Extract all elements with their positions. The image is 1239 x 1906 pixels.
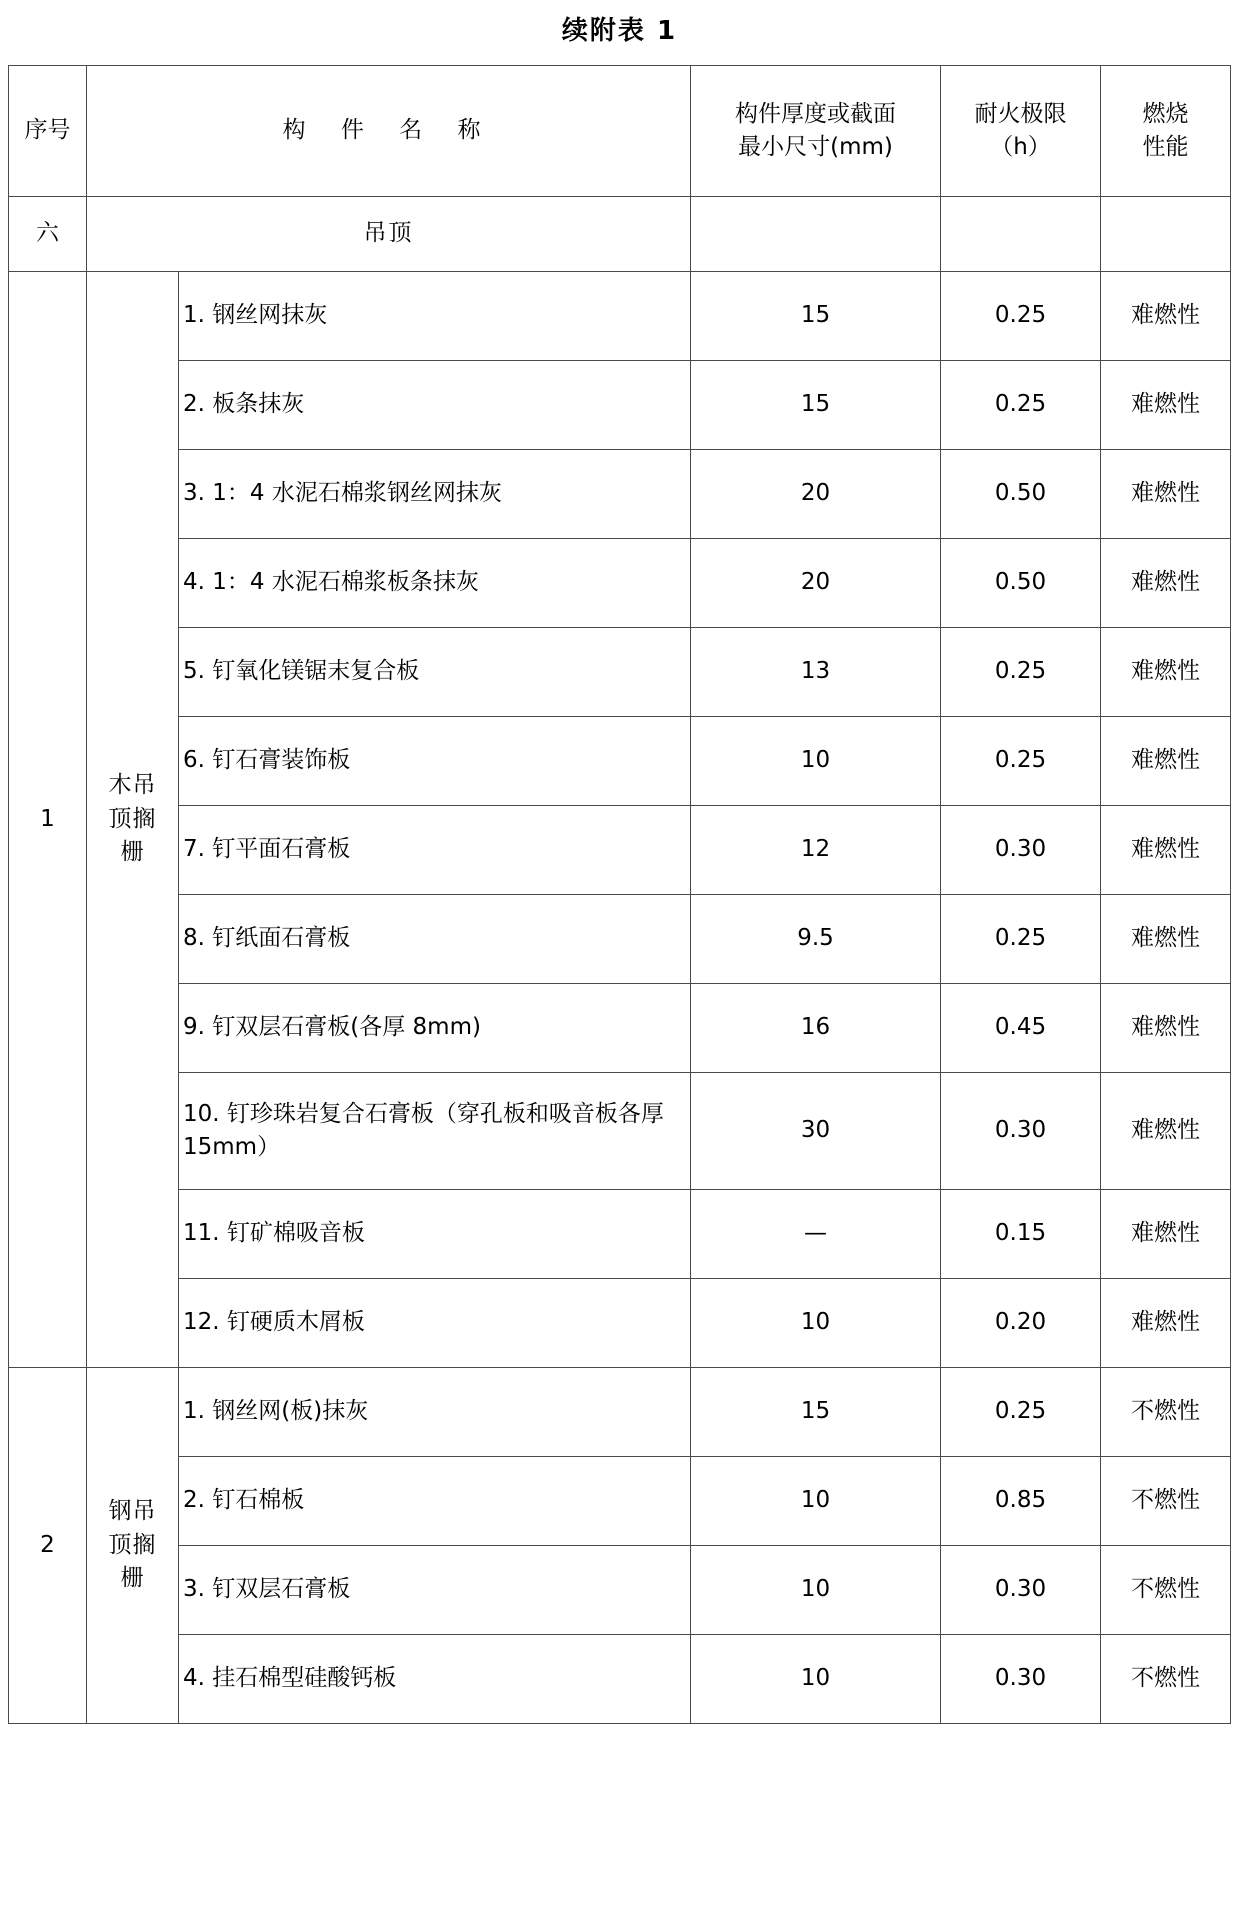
group-label: 钢吊 顶搁 栅 [87, 1368, 179, 1724]
row-thickness: 9.5 [691, 895, 941, 984]
row-name: 4. 1：4 水泥石棉浆板条抹灰 [179, 539, 691, 628]
row-thickness: 10 [691, 1279, 941, 1368]
row-burn: 难燃性 [1101, 1190, 1231, 1279]
header-fire-limit: 耐火极限 （h） [941, 66, 1101, 197]
row-name: 2. 钉石棉板 [179, 1457, 691, 1546]
row-limit: 0.50 [941, 450, 1101, 539]
group-seq: 1 [9, 272, 87, 1368]
row-name: 5. 钉氧化镁锯末复合板 [179, 628, 691, 717]
table-header-row [9, 66, 1231, 197]
fire-resistance-table [8, 65, 1231, 1724]
row-name: 12. 钉硬质木屑板 [179, 1279, 691, 1368]
row-name: 3. 1：4 水泥石棉浆钢丝网抹灰 [179, 450, 691, 539]
section-burn [1101, 197, 1231, 272]
row-burn: 难燃性 [1101, 450, 1231, 539]
table-row [9, 361, 1231, 450]
table-row [9, 895, 1231, 984]
row-limit: 0.25 [941, 272, 1101, 361]
header-component-name: 构 件 名 称 [87, 66, 691, 197]
section-name: 吊顶 [87, 197, 691, 272]
table-row [9, 717, 1231, 806]
row-burn: 难燃性 [1101, 1073, 1231, 1190]
row-thickness: — [691, 1190, 941, 1279]
row-name: 11. 钉矿棉吸音板 [179, 1190, 691, 1279]
row-limit: 0.25 [941, 361, 1101, 450]
row-name: 1. 钢丝网抹灰 [179, 272, 691, 361]
row-name: 6. 钉石膏装饰板 [179, 717, 691, 806]
table-row [9, 1190, 1231, 1279]
row-limit: 0.25 [941, 628, 1101, 717]
row-thickness: 12 [691, 806, 941, 895]
header-burn-property: 燃烧 性能 [1101, 66, 1231, 197]
row-name: 7. 钉平面石膏板 [179, 806, 691, 895]
row-name: 9. 钉双层石膏板(各厚 8mm) [179, 984, 691, 1073]
table-row [9, 539, 1231, 628]
row-name: 4. 挂石棉型硅酸钙板 [179, 1635, 691, 1724]
row-thickness: 30 [691, 1073, 941, 1190]
table-row [9, 450, 1231, 539]
table-row [9, 1368, 1231, 1457]
section-limit [941, 197, 1101, 272]
table-row [9, 1073, 1231, 1190]
row-thickness: 15 [691, 361, 941, 450]
row-limit: 0.25 [941, 1368, 1101, 1457]
row-limit: 0.15 [941, 1190, 1101, 1279]
row-limit: 0.85 [941, 1457, 1101, 1546]
row-thickness: 20 [691, 450, 941, 539]
row-limit: 0.45 [941, 984, 1101, 1073]
row-limit: 0.50 [941, 539, 1101, 628]
group-label: 木吊 顶搁 栅 [87, 272, 179, 1368]
row-burn: 不燃性 [1101, 1635, 1231, 1724]
table-row [9, 1457, 1231, 1546]
row-thickness: 10 [691, 717, 941, 806]
row-thickness: 10 [691, 1635, 941, 1724]
row-thickness: 15 [691, 1368, 941, 1457]
row-name: 2. 板条抹灰 [179, 361, 691, 450]
row-burn: 难燃性 [1101, 1279, 1231, 1368]
header-thickness: 构件厚度或截面 最小尺寸(mm) [691, 66, 941, 197]
row-limit: 0.30 [941, 1073, 1101, 1190]
row-burn: 难燃性 [1101, 717, 1231, 806]
table-row [9, 1546, 1231, 1635]
table-row [9, 272, 1231, 361]
row-thickness: 15 [691, 272, 941, 361]
row-name: 8. 钉纸面石膏板 [179, 895, 691, 984]
table-row [9, 1635, 1231, 1724]
row-burn: 不燃性 [1101, 1368, 1231, 1457]
row-burn: 难燃性 [1101, 806, 1231, 895]
row-thickness: 10 [691, 1457, 941, 1546]
page-title: 续附表 1 [561, 16, 678, 46]
table-row [9, 984, 1231, 1073]
row-thickness: 20 [691, 539, 941, 628]
group-seq: 2 [9, 1368, 87, 1724]
row-burn: 难燃性 [1101, 539, 1231, 628]
row-limit: 0.25 [941, 895, 1101, 984]
row-thickness: 13 [691, 628, 941, 717]
row-limit: 0.20 [941, 1279, 1101, 1368]
table-row [9, 628, 1231, 717]
row-name: 3. 钉双层石膏板 [179, 1546, 691, 1635]
row-name: 1. 钢丝网(板)抹灰 [179, 1368, 691, 1457]
row-limit: 0.25 [941, 717, 1101, 806]
row-burn: 难燃性 [1101, 984, 1231, 1073]
row-burn: 难燃性 [1101, 628, 1231, 717]
row-limit: 0.30 [941, 1635, 1101, 1724]
row-burn: 不燃性 [1101, 1546, 1231, 1635]
table-row [9, 806, 1231, 895]
row-thickness: 16 [691, 984, 941, 1073]
row-limit: 0.30 [941, 1546, 1101, 1635]
row-name: 10. 钉珍珠岩复合石膏板（穿孔板和吸音板各厚 15mm） [179, 1073, 691, 1190]
row-thickness: 10 [691, 1546, 941, 1635]
row-burn: 难燃性 [1101, 361, 1231, 450]
header-seq: 序号 [9, 66, 87, 197]
row-burn: 不燃性 [1101, 1457, 1231, 1546]
section-thickness [691, 197, 941, 272]
row-limit: 0.30 [941, 806, 1101, 895]
table-row [9, 1279, 1231, 1368]
row-burn: 难燃性 [1101, 272, 1231, 361]
section-seq: 六 [9, 197, 87, 272]
section-row [9, 197, 1231, 272]
row-burn: 难燃性 [1101, 895, 1231, 984]
